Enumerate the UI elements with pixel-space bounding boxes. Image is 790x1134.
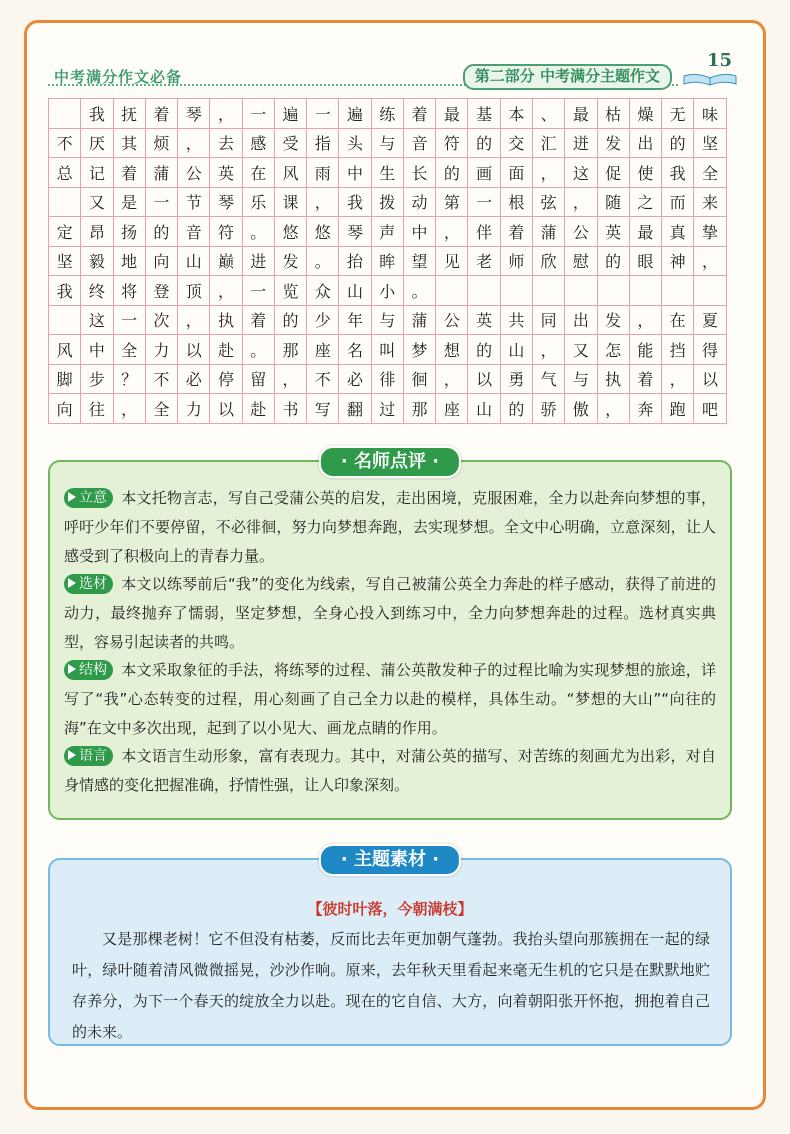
grid-cell: 将 [114,276,146,305]
grid-cell: 公 [178,158,210,187]
grid-cell: 向 [49,394,81,423]
grid-cell: 这 [565,158,597,187]
grid-cell: 执 [210,306,242,335]
grid-cell: 燥 [630,99,662,128]
grid-cell: 我 [49,276,81,305]
page-header [48,50,738,90]
grid-cell [630,276,662,305]
grid-cell: 、 [533,99,565,128]
grid-cell: 味 [694,99,726,128]
grid-cell: 着 [114,158,146,187]
grid-cell: ， [178,129,210,158]
grid-cell: 一 [114,306,146,335]
grid-cell: 的 [275,306,307,335]
grid-cell: 吧 [694,394,726,423]
grid-cell: 定 [49,217,81,246]
grid-cell [49,306,81,335]
review-item-xuancai [64,570,716,657]
grid-cell: 执 [598,365,630,394]
grid-cell: 在 [662,306,694,335]
grid-cell: 。 [243,335,275,364]
grid-cell: 力 [146,335,178,364]
grid-cell: 骄 [533,394,565,423]
grid-cell: 遍 [275,99,307,128]
teacher-review-box [48,451,732,820]
page-number: 15 [706,50,732,71]
grid-cell [598,276,630,305]
grid-cell: 不 [307,365,339,394]
grid-cell: 。 [243,217,275,246]
grid-cell: 挚 [694,217,726,246]
grid-cell [662,276,694,305]
grid-cell: ， [436,217,468,246]
grid-cell: 地 [114,247,146,276]
grid-cell: 一 [146,188,178,217]
grid-cell: 与 [372,306,404,335]
grid-cell [436,276,468,305]
grid-cell: 蒲 [404,306,436,335]
section-title: 第二部分 中考满分主题作文 [463,64,672,90]
grid-cell: 汇 [533,129,565,158]
grid-row [49,217,727,247]
play-icon [68,750,76,760]
grid-cell: 交 [501,129,533,158]
review-item-yuyan [64,742,716,800]
open-book-icon [682,72,738,86]
grid-cell: 的 [598,247,630,276]
grid-cell: 与 [565,365,597,394]
grid-cell: 公 [436,306,468,335]
review-title: · 名师点评 · [319,446,461,478]
grid-cell: 次 [146,306,178,335]
grid-cell [49,188,81,217]
grid-cell: 得 [694,335,726,364]
grid-cell: 毅 [81,247,113,276]
grid-cell: ， [565,188,597,217]
grid-cell: 根 [501,188,533,217]
essay-grid [48,98,727,424]
grid-cell: 出 [565,306,597,335]
grid-cell: 少 [307,306,339,335]
tag-badge: 立意 [64,488,113,508]
grid-cell: 这 [81,306,113,335]
grid-cell: 的 [501,394,533,423]
grid-cell: 步 [81,365,113,394]
grid-cell: 的 [146,217,178,246]
grid-cell: 厌 [81,129,113,158]
grid-cell: 英 [598,217,630,246]
review-item-jiegou [64,656,716,743]
grid-cell: 动 [404,188,436,217]
grid-cell: 枯 [598,99,630,128]
play-icon [68,664,76,674]
grid-cell: ， [533,335,565,364]
grid-cell: 眼 [630,247,662,276]
grid-cell: 弦 [533,188,565,217]
grid-cell [501,276,533,305]
grid-cell: 必 [178,365,210,394]
grid-cell: 神 [662,247,694,276]
grid-cell: 一 [468,188,500,217]
grid-cell: 那 [404,394,436,423]
grid-cell: 本 [501,99,533,128]
grid-cell: 画 [468,158,500,187]
grid-cell: 巅 [210,247,242,276]
grid-cell: 最 [436,99,468,128]
grid-cell: 终 [81,276,113,305]
grid-cell: 英 [468,306,500,335]
grid-cell: 以 [178,335,210,364]
grid-cell: 我 [662,158,694,187]
grid-cell: 奔 [630,394,662,423]
grid-cell: 全 [146,394,178,423]
grid-cell: 赴 [243,394,275,423]
grid-cell: 山 [501,335,533,364]
grid-cell: 指 [307,129,339,158]
grid-cell: 不 [49,129,81,158]
grid-cell: 风 [275,158,307,187]
material-title: · 主题素材 · [319,844,461,876]
grid-cell: 赴 [210,335,242,364]
grid-cell: 声 [372,217,404,246]
grid-cell: 览 [275,276,307,305]
grid-cell: 来 [694,188,726,217]
grid-cell: 全 [694,158,726,187]
grid-cell: 坚 [694,129,726,158]
grid-cell: 最 [565,99,597,128]
grid-cell: 停 [210,365,242,394]
grid-cell: 音 [404,129,436,158]
grid-cell: 促 [598,158,630,187]
grid-cell [468,276,500,305]
grid-cell: ， [114,394,146,423]
grid-cell: 进 [243,247,275,276]
grid-cell: 那 [275,335,307,364]
grid-cell: 节 [178,188,210,217]
grid-cell: 一 [243,276,275,305]
grid-cell: 最 [630,217,662,246]
grid-cell: 翻 [339,394,371,423]
grid-cell: 力 [178,394,210,423]
grid-cell: 登 [146,276,178,305]
grid-cell: 风 [49,335,81,364]
grid-cell: 跑 [662,394,694,423]
grid-cell: 以 [210,394,242,423]
grid-cell: ， [662,365,694,394]
grid-cell: 中 [81,335,113,364]
grid-cell: 着 [501,217,533,246]
theme-material-box [48,849,732,1046]
grid-cell: 公 [565,217,597,246]
grid-cell: 中 [339,158,371,187]
grid-cell: 英 [210,158,242,187]
grid-cell: 脚 [49,365,81,394]
grid-row [49,188,727,218]
grid-cell: 长 [404,158,436,187]
grid-row [49,158,727,188]
grid-cell: 山 [468,394,500,423]
grid-cell: 悠 [307,217,339,246]
grid-cell: 欣 [533,247,565,276]
grid-cell: 乐 [243,188,275,217]
grid-cell: 着 [243,306,275,335]
grid-cell: 伴 [468,217,500,246]
grid-cell: ， [436,365,468,394]
grid-cell: 课 [275,188,307,217]
play-icon [68,578,76,588]
grid-cell: 总 [49,158,81,187]
grid-cell: 拨 [372,188,404,217]
grid-cell: 又 [565,335,597,364]
grid-cell: 抚 [114,99,146,128]
grid-cell: 望 [404,247,436,276]
grid-row [49,99,727,129]
grid-cell: ， [210,99,242,128]
grid-cell: 琴 [210,188,242,217]
grid-cell: 慰 [565,247,597,276]
grid-cell: 众 [307,276,339,305]
grid-cell: 符 [436,129,468,158]
grid-cell: 头 [339,129,371,158]
grid-cell: 抬 [339,247,371,276]
grid-row [49,394,727,424]
grid-cell: 烦 [146,129,178,158]
grid-cell: 基 [468,99,500,128]
grid-cell: ， [178,306,210,335]
grid-cell: 着 [630,365,662,394]
grid-cell: 眸 [372,247,404,276]
review-text: 本文以练琴前后“我”的变化为线索，写自己被蒲公英全力奔赴的样子感动，获得了前进的动力，最终抛弃了懦弱，坚定梦想，全身心投入到练习中，全力向梦想奔赴的过程。选材真实典型，容易引起读者的共鸣。 [64,575,716,651]
grid-cell: 座 [307,335,339,364]
grid-row [49,247,727,277]
grid-row [49,365,727,395]
grid-cell: 昂 [81,217,113,246]
grid-cell: 受 [275,129,307,158]
grid-cell: 往 [81,394,113,423]
grid-cell: 小 [372,276,404,305]
grid-cell: 叫 [372,335,404,364]
grid-cell: 音 [178,217,210,246]
grid-cell: 其 [114,129,146,158]
grid-cell: 生 [372,158,404,187]
grid-cell: 着 [146,99,178,128]
grid-cell: 夏 [694,306,726,335]
grid-cell: 能 [630,335,662,364]
review-text: 本文托物言志，写自己受蒲公英的启发，走出困境，克服困难，全力以赴奔向梦想的事，呼吁少年们不要停留，不必徘徊，努力向梦想奔跑，去实现梦想。全文中心明确，立意深刻，让人感受到了积极向上的青春力量。 [64,489,716,565]
grid-cell: 。 [404,276,436,305]
grid-cell: 琴 [339,217,371,246]
grid-cell: 师 [501,247,533,276]
grid-cell: 勇 [501,365,533,394]
grid-cell: 过 [372,394,404,423]
grid-cell: ， [533,158,565,187]
tag-badge: 结构 [64,660,113,680]
grid-cell: 遍 [339,99,371,128]
tag-badge: 语言 [64,746,113,766]
grid-cell: 着 [404,99,436,128]
grid-cell: 徘 [372,365,404,394]
grid-cell: 气 [533,365,565,394]
grid-row [49,129,727,159]
grid-cell: 我 [339,188,371,217]
grid-cell: 想 [436,335,468,364]
grid-cell: 傲 [565,394,597,423]
grid-cell: 使 [630,158,662,187]
grid-cell: 无 [662,99,694,128]
grid-cell: 同 [533,306,565,335]
grid-cell: 而 [662,188,694,217]
grid-row [49,276,727,306]
grid-cell: 去 [210,129,242,158]
grid-cell: 是 [114,188,146,217]
grid-row [49,306,727,336]
review-text: 本文采取象征的手法，将练琴的过程、蒲公英散发种子的过程比喻为实现梦想的旅途，详写了“我”心态转变的过程，用心刻画了自己全力以赴的模样，具体生动。“梦想的大山”“向往的海”在文中多次出现，起到了以小见大、画龙点睛的作用。 [64,661,716,737]
grid-cell: 老 [468,247,500,276]
grid-cell: 的 [468,335,500,364]
tag-badge: 选材 [64,574,113,594]
grid-cell: 我 [81,99,113,128]
grid-cell: 的 [436,158,468,187]
grid-cell: 山 [339,276,371,305]
grid-cell: 符 [210,217,242,246]
grid-cell: 蒲 [146,158,178,187]
grid-cell [694,276,726,305]
grid-cell: ， [307,188,339,217]
grid-cell: 以 [694,365,726,394]
grid-cell: 琴 [178,99,210,128]
grid-cell: 悠 [275,217,307,246]
material-subtitle: 【彼时叶落，今朝满枝】 [307,900,473,918]
grid-cell: 山 [178,247,210,276]
grid-cell: 全 [114,335,146,364]
grid-cell: 一 [243,99,275,128]
grid-cell: 一 [307,99,339,128]
grid-cell: 的 [468,129,500,158]
grid-cell: 必 [339,365,371,394]
grid-cell: ， [598,394,630,423]
grid-cell: 记 [81,158,113,187]
grid-cell: 见 [436,247,468,276]
grid-cell: 出 [630,129,662,158]
grid-cell: ， [210,276,242,305]
grid-cell: 迸 [565,129,597,158]
grid-cell: ？ [114,365,146,394]
grid-cell: 名 [339,335,371,364]
review-item-lizhi [64,484,716,571]
grid-cell: 座 [436,394,468,423]
grid-cell: 向 [146,247,178,276]
grid-cell: 蒲 [533,217,565,246]
grid-cell: 感 [243,129,275,158]
grid-cell: 中 [404,217,436,246]
book-title: 中考满分作文必备 [54,68,183,86]
grid-cell: 练 [372,99,404,128]
grid-cell [49,99,81,128]
grid-cell: 书 [275,394,307,423]
grid-cell: 的 [662,129,694,158]
grid-cell: 第 [436,188,468,217]
grid-cell: 怎 [598,335,630,364]
grid-cell [533,276,565,305]
grid-cell: 发 [275,247,307,276]
grid-cell: 不 [146,365,178,394]
grid-row [49,335,727,365]
grid-cell: 以 [468,365,500,394]
grid-cell: 共 [501,306,533,335]
grid-cell: 扬 [114,217,146,246]
grid-cell: ， [694,247,726,276]
play-icon [68,492,76,502]
review-text: 本文语言生动形象，富有表现力。其中，对蒲公英的描写、对苦练的刻画尤为出彩，对自身情感的变化把握准确，抒情性强，让人印象深刻。 [64,747,716,794]
grid-cell: ， [630,306,662,335]
grid-cell: ， [275,365,307,394]
grid-cell: 真 [662,217,694,246]
grid-cell: 。 [307,247,339,276]
grid-cell: 发 [598,129,630,158]
grid-cell: 面 [501,158,533,187]
grid-cell: 随 [598,188,630,217]
material-text: 又是那棵老树！它不但没有枯萎，反而比去年更加朝气蓬勃。我抬头望向那簇拥在一起的绿叶，绿叶随着清风微微摇晃，沙沙作响。原来，去年秋天里看起来毫无生机的它只是在默默地贮存养分，为下一个春天的绽放全力以赴。现在的它自信、大方，向着朝阳张开怀抱，拥抱着自己的未来。 [72,930,710,1041]
grid-cell: 发 [598,306,630,335]
grid-cell: 在 [243,158,275,187]
grid-cell: 之 [630,188,662,217]
grid-cell: 年 [339,306,371,335]
grid-cell: 坚 [49,247,81,276]
grid-cell: 留 [243,365,275,394]
grid-cell: 徊 [404,365,436,394]
grid-cell [565,276,597,305]
grid-cell: 梦 [404,335,436,364]
grid-cell: 挡 [662,335,694,364]
grid-cell: 写 [307,394,339,423]
grid-cell: 又 [81,188,113,217]
grid-cell: 顶 [178,276,210,305]
grid-cell: 与 [372,129,404,158]
grid-cell: 雨 [307,158,339,187]
